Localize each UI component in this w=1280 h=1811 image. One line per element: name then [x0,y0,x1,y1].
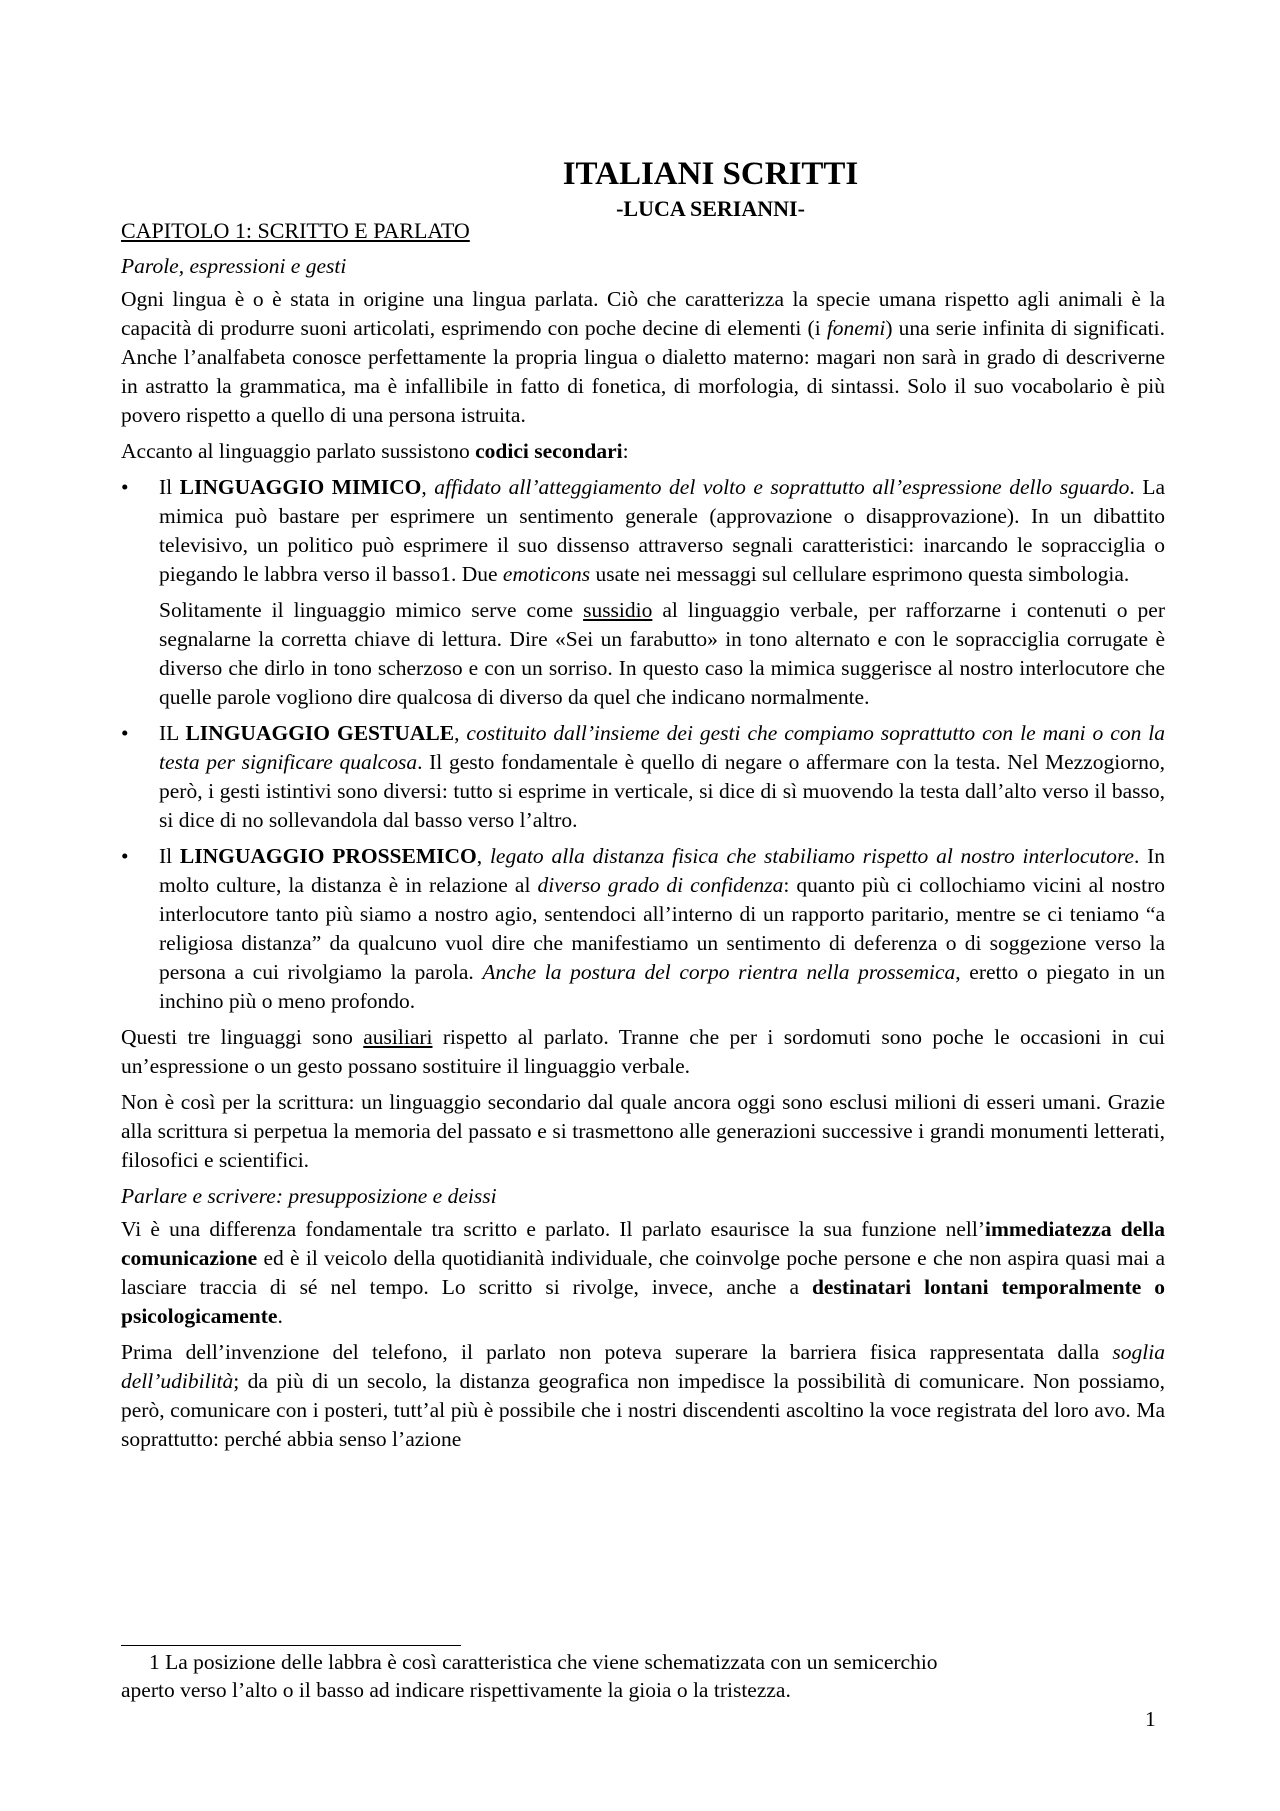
text-run: Prima dell’invenzione del telefono, il parlato non poteva superare la barriera fisica rappresentata dalla [121,1340,1113,1364]
paragraph-ausiliari [121,1023,1165,1081]
footnote-separator [121,1645,461,1646]
codici-list [121,473,1165,589]
text-run: , [454,721,467,745]
text-run: : quanto più ci collochiamo vicini al nostro interlocutore tanto più siamo a nostro agio, sentendoci all’interno di un rapporto paritario, mentre se ci teniamo “a religiosa distanza” da qualcuno vuol dire che manifestiamo un sentimento di deferenza o di soggezione verso la persona a cui rivolgiamo la parola. [159,873,1165,984]
paragraph-intro [121,285,1165,430]
text-run: , [421,475,435,499]
page-number: 1 [1145,1707,1156,1731]
document-author: -LUCA SERIANNI- [616,196,805,221]
list-item-mimico [121,473,1165,589]
section-heading-1: Parole, espressioni e gesti [121,254,347,278]
text-run: Ogni lingua è o è stata in origine una lingua parlata. Ciò che caratterizza la specie umana rispetto agli animali è la capacità di produrre suoni articolati, esprimendo con poche decine di elementi (i [121,287,1165,340]
text-run-bold: destinatari lontani temporalmente o psicologicamente [121,1275,1165,1328]
text-run: . [277,1304,283,1328]
page-content [121,150,1165,1461]
paragraph-codici [121,437,1165,466]
section-heading-2: Parlare e scrivere: presupposizione e deissi [121,1184,497,1208]
paragraph-mimico-sussidio [121,596,1165,712]
text-run-italic: soglia dell’udibilità [121,1340,1165,1393]
text-run: al linguaggio verbale, per rafforzarne i contenuti o per segnalarne la corretta chiave di lettura. Dire «Sei un farabutto» in tono alternato e con le sopracciglia corrugate è diverso che dirlo in tono scherzoso e con un sorriso. In questo caso la mimica suggerisce al nostro interlocutore che quelle parole vogliono dire qualcosa di diverso da quel che indicano normalmente. [159,598,1165,709]
text-run: rispetto al parlato. Tranne che per i sordomuti sono poche le occasioni in cui un’espressione o un gesto possano sostituire il linguaggio verbale. [121,1025,1165,1078]
paragraph-scrittura: Non è così per la scrittura: un linguaggio secondario dal quale ancora oggi sono esclusi milioni di esseri umani. Grazie alla scrittura si perpetua la memoria del passato e si trasmettono alle generazioni successive i grandi monumenti letterati, filosofici e scientifici. [121,1090,1165,1172]
text-run: Vi è una differenza fondamentale tra scritto e parlato. Il parlato esaurisce la sua funzione nell’ [121,1217,986,1241]
text-run: . La mimica può bastare per esprimere un sentimento generale (approvazione o disapprovazione). In un dibattito televisivo, un politico può esprimere il suo dissenso attraverso segnali caratteristici: inarcando le sopracciglia o piegando le labbra verso il basso1. Due [159,475,1165,586]
footnote-line-2: aperto verso l’alto o il basso ad indicare rispettivamente la gioia o la tristezza. [121,1678,791,1702]
text-run: Il [159,475,180,499]
text-run: ) una serie infinita di significati. Anche l’analfabeta conosce perfettamente la propria lingua o dialetto materno: magari non sarà in grado di descriverne in astratto la grammatica, ma è infallibile in fatto di fonetica, di morfologia, di sintassi. Solo il suo vocabolario è più povero rispetto a quello di una persona istruita. [121,316,1165,427]
chapter-heading: CAPITOLO 1: SCRITTO E PARLATO [121,218,470,243]
text-run: Il [159,844,180,868]
list-item-prossemico [121,842,1165,1016]
bullet-icon: • [121,844,129,868]
text-run-italic: emoticons [502,562,591,586]
text-run: . In molto culture, la distanza è in relazione al [159,844,1166,897]
text-run: : [622,439,629,463]
text-run-italic: affidato all’atteggiamento del volto e soprattutto all’espressione dello sguardo [434,475,1130,499]
bullet-icon: • [121,721,129,745]
text-run: usate nei messaggi sul cellulare esprimono questa simbologia. [590,562,1130,586]
text-run-italic: fonemi [826,316,886,340]
text-run: ed è il veicolo della quotidianità individuale, che coinvolge poche persone e che non aspira quasi mai a lasciare traccia di sé nel tempo. Lo scritto si rivolge, invece, anche a [121,1246,1165,1299]
text-run: ; da più di un secolo, la distanza geografica non impedisce la possibilità di comunicare. Non possiamo, però, comunicare con i posteri, tutt’al più è possibile che i nostri discendenti ascoltino la voce registrata del loro avo. Ma soprattutto: perché abbia senso l’azione [121,1369,1165,1451]
bullet-icon: • [121,475,129,499]
paragraph-telefono [121,1338,1165,1454]
list-item-gestuale [121,719,1165,835]
document-title: ITALIANI SCRITTI [562,156,859,192]
text-run-italic: costituito dall’insieme dei gesti che compiamo soprattutto con le mani o con la testa per significare qualcosa [159,721,1165,774]
text-run: Solitamente il linguaggio mimico serve come [159,598,584,622]
text-run-italic: Anche la postura del corpo rientra nella prossemica [482,960,956,984]
text-run: , eretto o piegato in un inchino più o meno profondo. [159,960,1165,1013]
footnote-line-1: 1 La posizione delle labbra è così caratteristica che viene schematizzata con un semicerchio [149,1650,938,1674]
text-run: Accanto al linguaggio parlato sussistono [121,439,476,463]
text-run: Questi tre linguaggi sono [121,1025,364,1049]
text-run-italic: diverso grado di confidenza [537,873,784,897]
text-run-bold: codici secondari [475,439,623,463]
text-run: , [476,844,490,868]
text-run-italic: legato alla distanza fisica che stabiliamo rispetto al nostro interlocutore [489,844,1134,868]
codici-list-continued [121,719,1165,1016]
text-run-bold: LINGUAGGIO GESTUALE [185,721,455,745]
text-run-bold: LINGUAGGIO PROSSEMICO [179,844,477,868]
text-run: . Il gesto fondamentale è quello di negare o affermare con la testa. Nel Mezzogiorno, però, i gesti istintivi sono diversi: tutto si esprime in verticale, si dice di sì muovendo la testa dall’alto verso il basso, si dice di no sollevandola dal basso verso l’altro. [159,750,1165,832]
paragraph-differenza [121,1215,1165,1331]
text-run-bold: LINGUAGGIO MIMICO [179,475,422,499]
text-run-underline: sussidio [583,598,653,622]
text-run-bold: immediatezza della comunicazione [121,1217,1165,1270]
footnote [121,1648,1165,1704]
text-run-underline: ausiliari [363,1025,433,1049]
text-run: IL [159,721,186,745]
